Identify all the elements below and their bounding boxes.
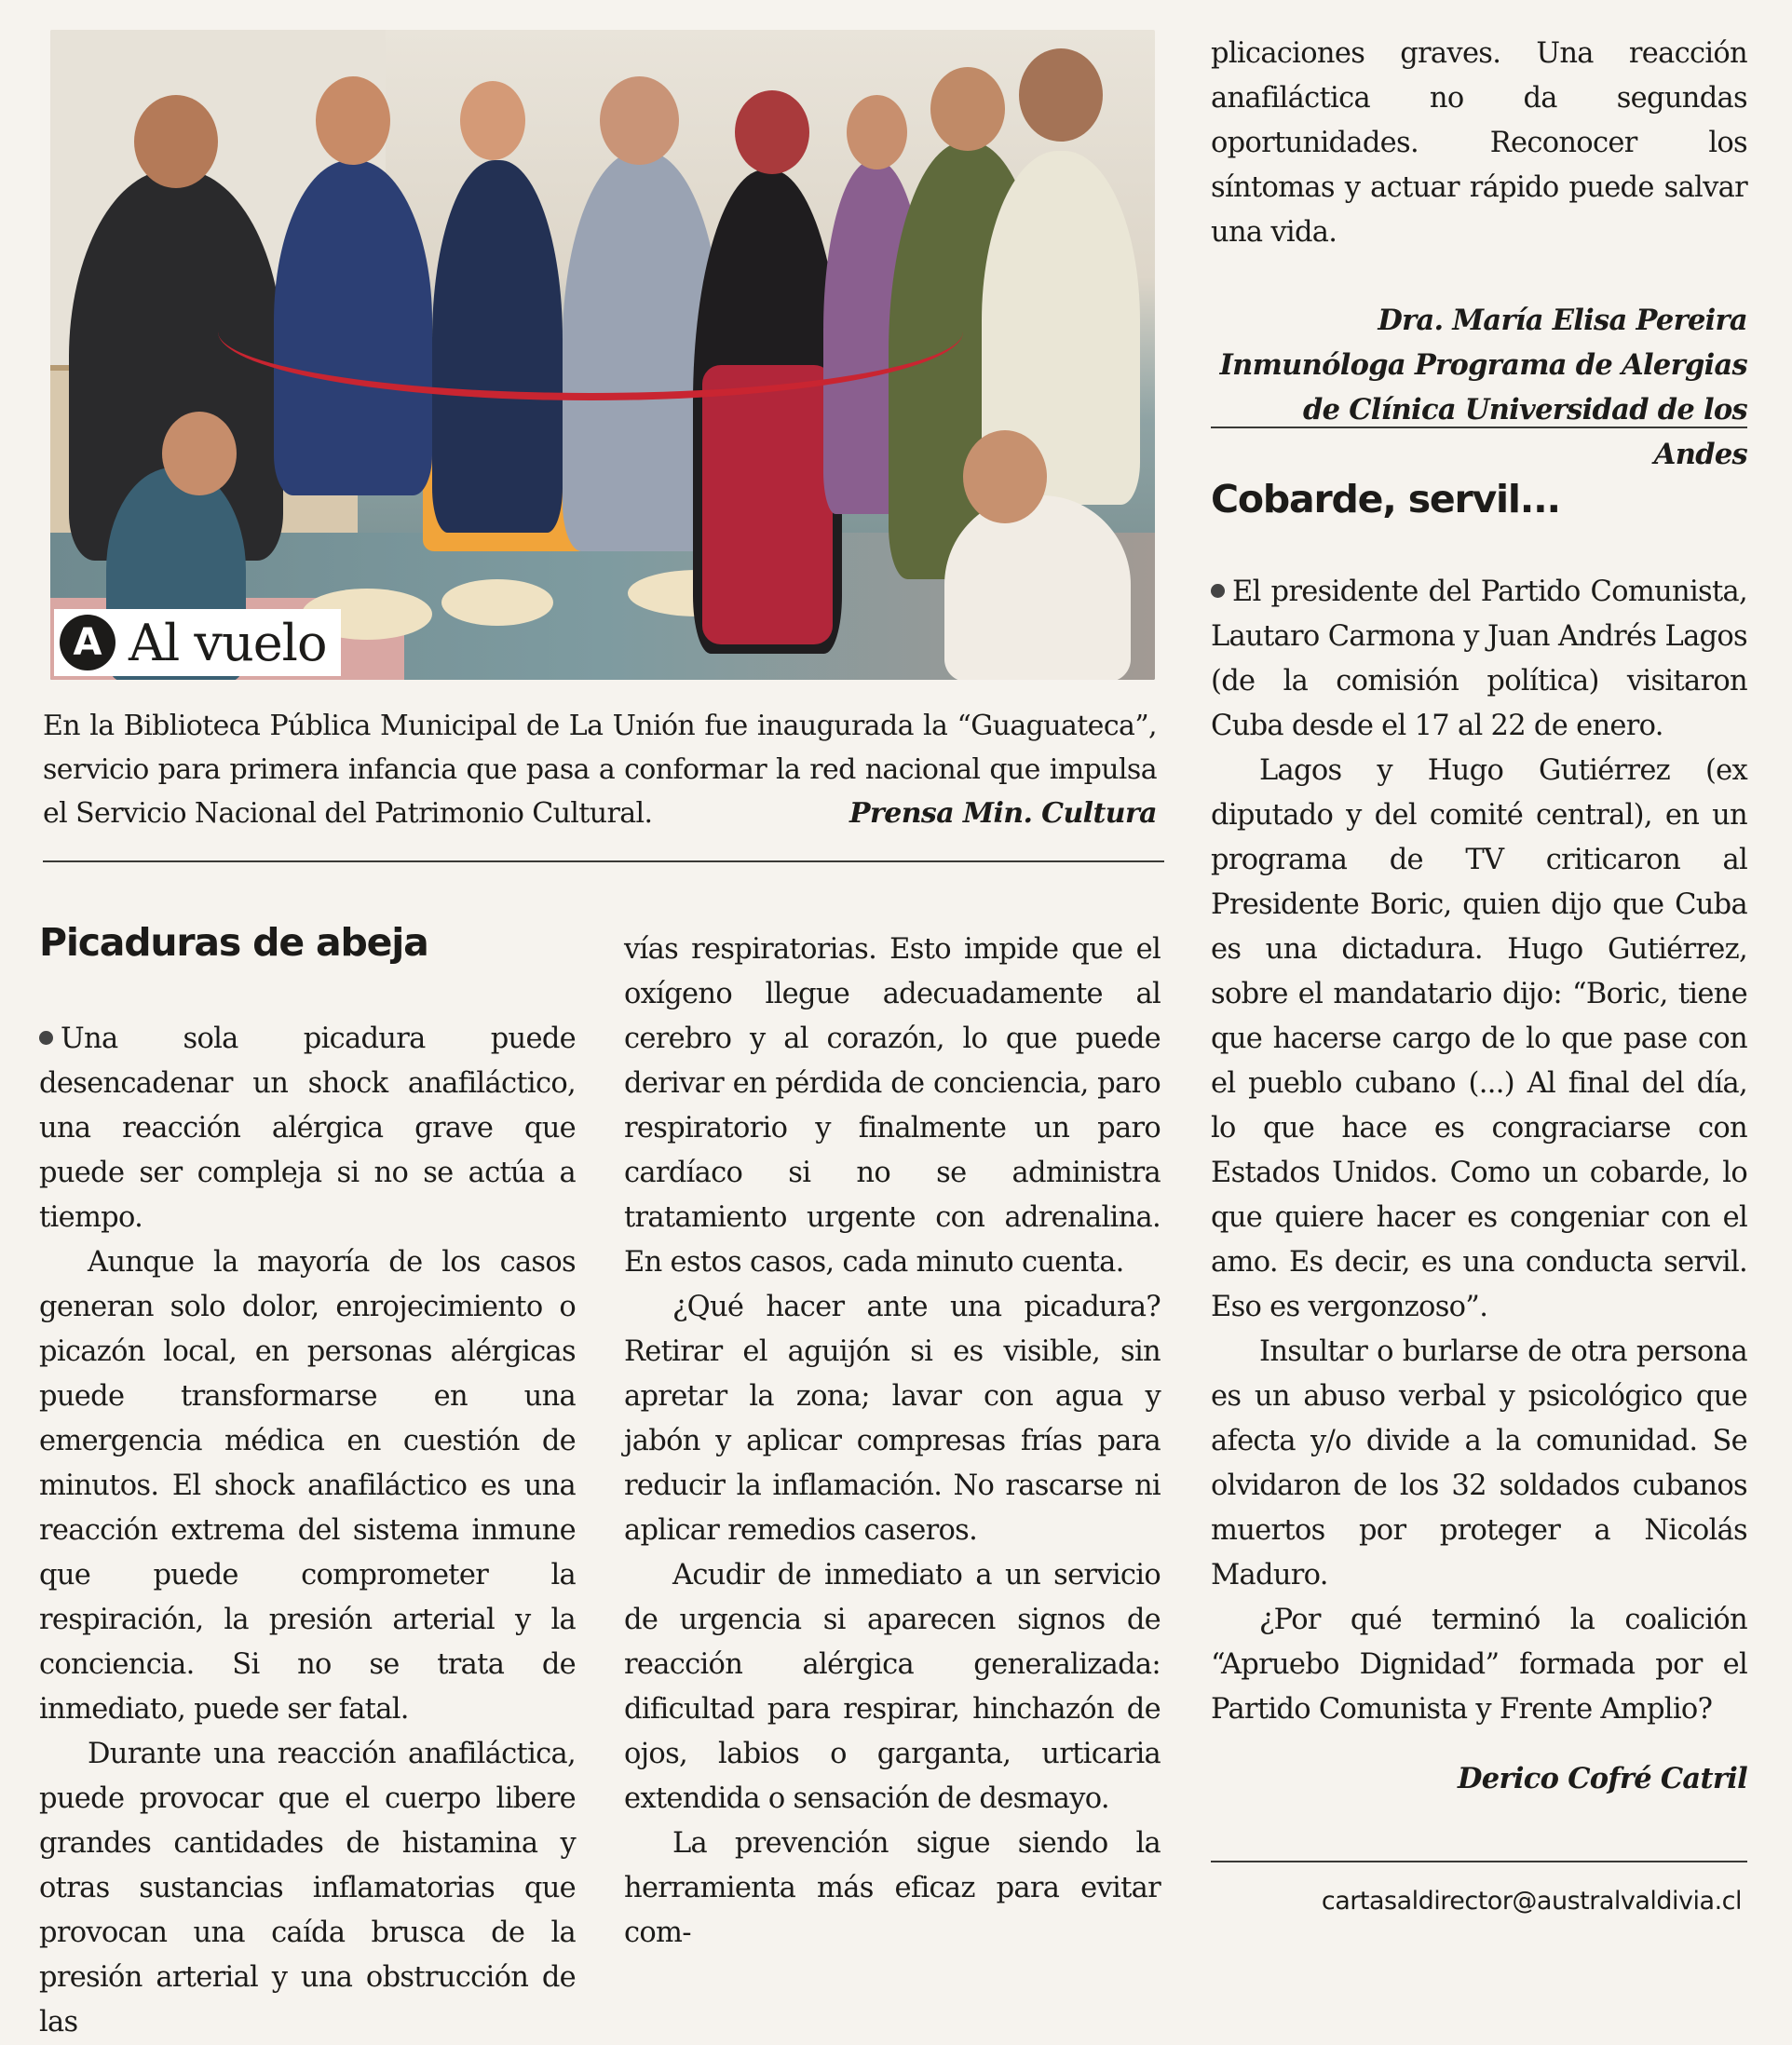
letter-paragraph: El presidente del Partido Comunista, Lautaro Carmona y Juan Andrés Lagos (de la comisión política) visitaron Cuba desde el 17 al 22 de enero.	[1211, 576, 1747, 742]
letter-title: Picaduras de abeja	[39, 920, 428, 965]
photo-person	[944, 495, 1131, 680]
letter-paragraph: Aunque la mayoría de los casos generan solo dolor, enrojecimiento o picazón local, en personas alérgicas puede transformarse en una emergencia médica en cuestión de minutos. El shock anafiláctico es una reacción extrema del sistema inmune que puede comprometer la respiración, la presión arterial y la conciencia. Si no se trata de inmediato, puede ser fatal.	[39, 1246, 576, 1726]
signature-line: Dra. María Elisa Pereira	[1378, 304, 1747, 337]
bullet-icon	[39, 1031, 53, 1045]
photo-cushion	[441, 579, 553, 626]
divider	[43, 860, 1164, 862]
photo-head	[600, 76, 679, 165]
letter-paragraph: vías respiratorias. Esto impide que el oxígeno llegue adecuadamente al cerebro y al corazón, lo que puede derivar en pérdida de conciencia, paro respiratorio y finalmente un paro cardíaco si no se administra tratamiento urgente con adrenalina. En estos casos, cada minuto cuenta.	[624, 933, 1161, 1279]
news-photo	[50, 30, 1155, 680]
letter-paragraph: plicaciones graves. Una reacción anafiláctica no da segundas oportunidades. Reconocer los síntomas y actuar rápido puede salvar una vida.	[1211, 37, 1747, 249]
letter-signature	[1211, 298, 1747, 477]
bullet-icon	[1211, 584, 1225, 598]
contact-email: cartasaldirector@australvaldivia.cl	[1321, 1887, 1742, 1916]
letter-paragraph: Insultar o burlarse de otra persona es un abuso verbal y psicológico que afecta y/o divide a la comunidad. Se olvidaron de los 32 soldados cubanos muertos por proteger a Nicolás Maduro.	[1211, 1335, 1747, 1591]
photo-head	[316, 76, 390, 165]
photo-head	[735, 90, 809, 174]
letter-paragraph: ¿Por qué terminó la coalición “Apruebo Dignidad” formada por el Partido Comunista y Frente Amplio?	[1211, 1604, 1747, 1726]
letter-paragraph: Lagos y Hugo Gutiérrez (ex diputado y del comité central), en un programa de TV criticaron al Presidente Boric, quien dijo que Cuba es una dictadura. Hugo Gutiérrez, sobre el mandatario dijo: “Boric, tiene que hacerse cargo de lo que pase con el pueblo cubano (...) Al final del día, lo que hace es congraciarse con Estados Unidos. Como un cobarde, lo que quiere hacer es congeniar con el amo. Es decir, es una conducta servil. Eso es vergonzoso”.	[1211, 754, 1747, 1323]
letter-column	[1211, 570, 1747, 1801]
photo-head	[963, 430, 1047, 523]
letter-column	[39, 1017, 576, 2045]
letter-paragraph: ¿Qué hacer ante una picadura? Retirar el aguijón si es visible, sin apretar la zona; lavar con agua y jabón y aplicar compresas frías para reducir la inflamación. No rascarse ni aplicar remedios caseros.	[624, 1291, 1161, 1547]
letter-title: Cobarde, servil...	[1211, 477, 1560, 521]
photo-credit: Prensa Min. Cultura	[849, 797, 1157, 830]
photo-ribbon	[218, 263, 963, 400]
caption-text: En la Biblioteca Pública Municipal de La Unión fue inaugurada la “Guaguateca”, servicio para primera infancia que pasa a conformar la red nacional que impulsa el Servicio Nacional del Patrimonio Cultural.	[43, 710, 1157, 830]
letter-paragraph: Una sola picadura puede desencadenar un shock anafiláctico, una reacción alérgica grave que puede ser compleja si no se actúa a tiempo.	[39, 1023, 576, 1234]
photo-head	[134, 95, 218, 188]
divider	[1211, 427, 1747, 428]
photo-head	[847, 95, 907, 169]
letter-paragraph: Acudir de inmediato a un servicio de urgencia si aparecen signos de reacción alérgica generalizada: dificultad para respirar, hinchazón de ojos, labios o garganta, urticaria extendida o sensación de desmayo.	[624, 1559, 1161, 1815]
section-label-letter: A	[60, 615, 115, 670]
photo-caption	[43, 704, 1157, 835]
letter-signature: Derico Cofré Catril	[1458, 1762, 1747, 1795]
photo-head	[930, 67, 1005, 151]
letter-column	[624, 928, 1161, 1956]
letter-paragraph: La prevención sigue siendo la herramienta más eficaz para evitar com-	[624, 1827, 1161, 1949]
letter-paragraph: Durante una reacción anafiláctica, puede provocar que el cuerpo libere grandes cantidades de histamina y otras sustancias inflamatorias que provocan una caída brusca de la presión arterial y una obstrucción de las	[39, 1738, 576, 2038]
section-label	[54, 609, 341, 676]
section-label-text: Al vuelo	[129, 613, 327, 672]
letter-column	[1211, 32, 1747, 477]
signature-line: Inmunóloga Programa de Alergias	[1219, 348, 1747, 382]
signature-line: de Clínica Universidad de los Andes	[1302, 393, 1747, 471]
photo-head	[162, 412, 237, 495]
photo-head	[1019, 48, 1103, 142]
photo-person	[702, 365, 833, 644]
divider	[1211, 1861, 1747, 1862]
photo-head	[460, 81, 525, 160]
